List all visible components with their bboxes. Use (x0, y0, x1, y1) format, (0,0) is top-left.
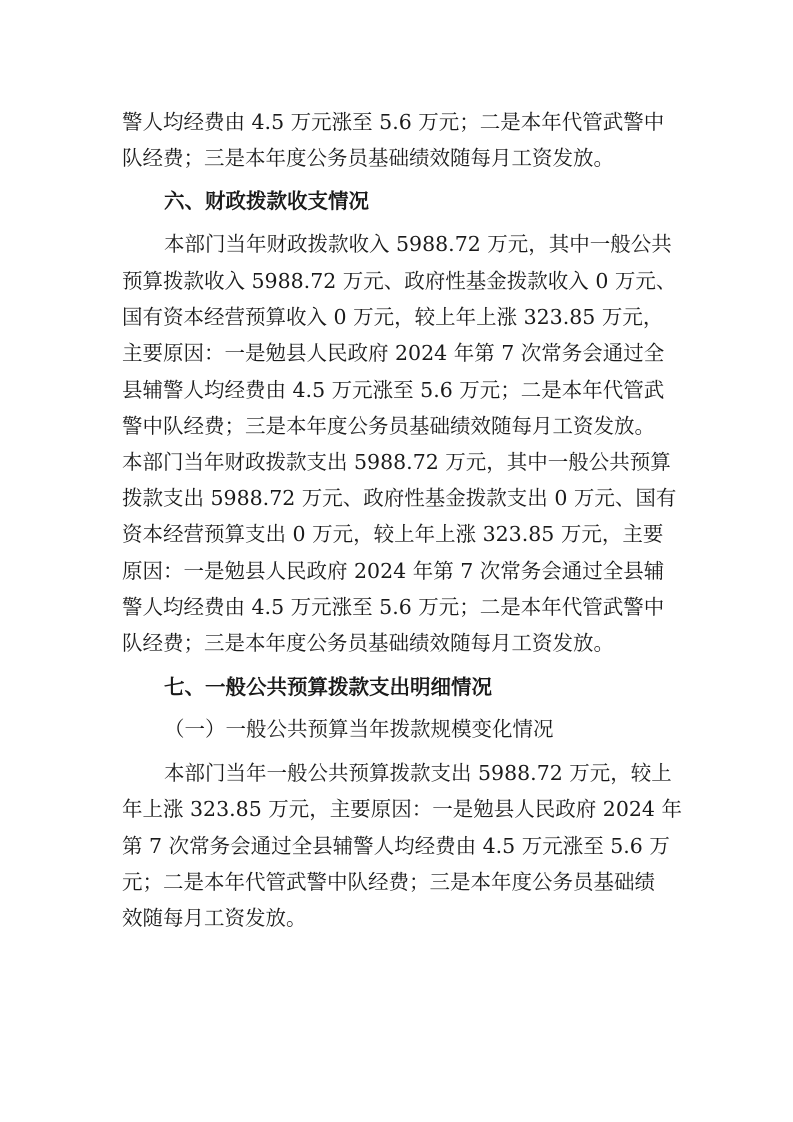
subsection-heading: （一）一般公共预算当年拨款规模变化情况 (164, 717, 554, 741)
paragraph-line: 年上涨 323.85 万元，主要原因：一是勉县人民政府 2024 年 (122, 797, 682, 821)
section-heading-7: 七、一般公共预算拨款支出明细情况 (164, 675, 492, 699)
paragraph-line: 警中队经费；三是本年度公务员基础绩效随每月工资发放。 (122, 414, 655, 438)
paragraph-line: 国有资本经营预算收入 0 万元，较上年上涨 323.85 万元， (122, 305, 664, 329)
paragraph-line: 队经费；三是本年度公务员基础绩效随每月工资发放。 (122, 631, 614, 655)
paragraph-line: 队经费；三是本年度公务员基础绩效随每月工资发放。 (122, 146, 614, 170)
paragraph-line: 警人均经费由 4.5 万元涨至 5.6 万元；二是本年代管武警中 (122, 595, 665, 619)
paragraph-line: 效随每月工资发放。 (122, 906, 307, 930)
paragraph-line: 原因：一是勉县人民政府 2024 年第 7 次常务会通过全县辅 (122, 559, 665, 583)
paragraph-line: 预算拨款收入 5988.72 万元、政府性基金拨款收入 0 万元、 (122, 269, 677, 293)
paragraph-line: 本部门当年财政拨款收入 5988.72 万元，其中一般公共 (164, 232, 672, 256)
paragraph-line: 警人均经费由 4.5 万元涨至 5.6 万元；二是本年代管武警中 (122, 110, 665, 134)
paragraph-line: 资本经营预算支出 0 万元，较上年上涨 323.85 万元，主要 (122, 522, 664, 546)
section-heading-6: 六、财政拨款收支情况 (164, 189, 369, 213)
paragraph-line: 本部门当年财政拨款支出 5988.72 万元，其中一般公共预算 (122, 450, 671, 474)
paragraph-line: 拨款支出 5988.72 万元、政府性基金拨款支出 0 万元、国有 (122, 486, 677, 510)
paragraph-line: 第 7 次常务会通过全县辅警人均经费由 4.5 万元涨至 5.6 万 (122, 834, 670, 858)
paragraph-line: 主要原因：一是勉县人民政府 2024 年第 7 次常务会通过全 (122, 341, 665, 365)
paragraph-line: 县辅警人均经费由 4.5 万元涨至 5.6 万元；二是本年代管武 (122, 378, 665, 402)
paragraph-line: 本部门当年一般公共预算拨款支出 5988.72 万元，较上 (164, 761, 672, 785)
paragraph-line: 元；二是本年代管武警中队经费；三是本年度公务员基础绩 (122, 870, 655, 894)
